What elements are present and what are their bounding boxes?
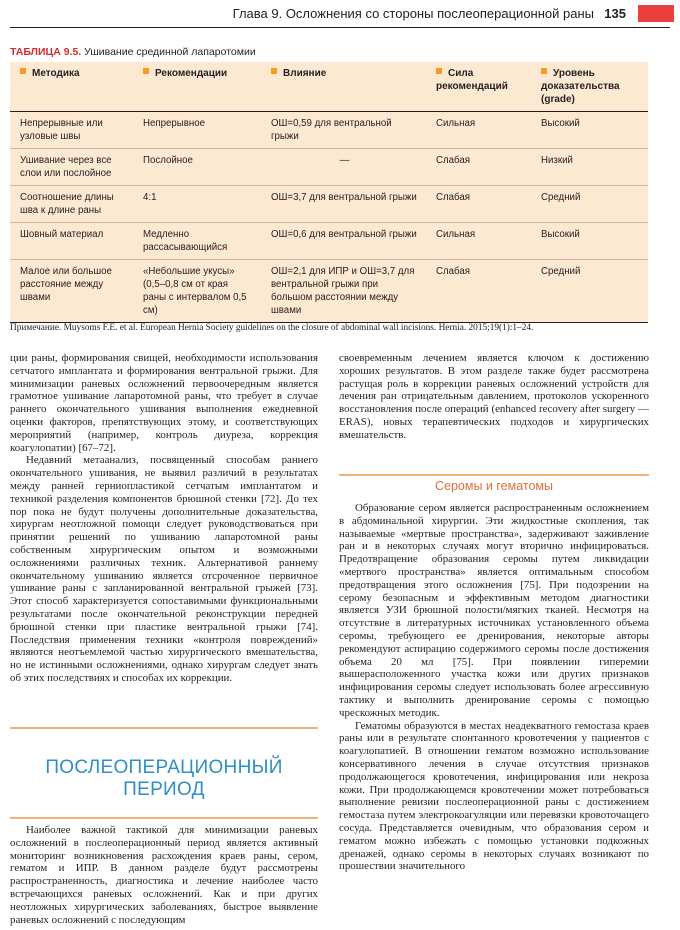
right-column-bottom [339,502,649,873]
table-cell: ОШ=3,7 для вентральной грыжи [261,186,426,223]
table-cell: ОШ=0,6 для вентральной грыжи [261,223,426,260]
table-row [10,223,648,260]
table-cell: ОШ=2,1 для ИПР и ОШ=3,7 для вентральной грыжи при большом расстоянии между швами [261,260,426,323]
table-caption: Ушивание срединной лапаротомии [84,46,256,58]
table-header-cell: Рекомендации [133,62,261,112]
table-cell: Сильная [426,112,531,149]
body-paragraph: Недавний метаанализ, посвященный способам раннего окончательного ушивания, не выявил различий в результатах между ранней герниопластикой сетчатым имплантатом и техникой разделения компонентов брюшной стенки [72]. До тех пор пока не будут получены дополнительные доказательства, хирургам неотложной помощи следует руководствоваться при принятии решений по ушиванию лапаротомной раны собственным хирургическим опытом и возможными осложнениями различных техник. Альтернативой раннему окончательному ушиванию является отсроченное первичное ушивание раны с запланированной вентральной грыжей [73]. Этот способ характеризуется сопоставимыми функциональными результатами после окончательной реконструкции передней брюшной стенки при пластике вентральной грыжи [74]. Последствия применения техники «контроля повреждений» являются неотъемлемой частью хирургического вмешательства, но не истинными осложнениями, однако хирургам следует знать об этих последствиях и способах их коррекции. [10,454,318,684]
table-cell: Слабая [426,186,531,223]
table-cell: Соотношение длины шва к длине раны [10,186,133,223]
subsection-heading: Серомы и гематомы [434,479,553,493]
table-number: ТАБЛИЦА 9.5. [10,46,82,58]
table-row [10,112,648,149]
table-header-row [10,62,648,112]
table-note: Примечание. Muysoms F.E. et al. European Hernia Society guidelines on the closure of abdominal wall incisions. Hernia. 2015;19(1):1–24. [10,323,534,333]
table-row [10,149,648,186]
table-cell: Слабая [426,260,531,323]
table-cell: Средний [531,260,648,323]
section-heading-box [10,727,318,819]
table-cell: Непрерывные или узловые швы [10,112,133,149]
table-header-cell: Влияние [261,62,426,112]
table-cell: Медленно рассасывающийся [133,223,261,260]
table-row [10,186,648,223]
chapter-title: Глава 9. Осложнения со стороны послеоперационной раны [232,6,594,21]
body-paragraph: своевременным лечением является ключом к достижению хороших результатов. В этом разделе также будет рассмотрена растущая роль в коррекции раневых осложнений устройств для лечения ран отрицательным давлением, протоколов ускоренного восстановления после операций (enhanced recovery after surgery — ERAS), новых терапевтических подходов и хирургических вмешательств. [339,352,649,441]
table-header-cell: Сила рекомендаций [426,62,531,112]
table-header-cell: Уровень доказательства (grade) [531,62,648,112]
table-cell: «Небольшие укусы» (0,5–0,8 см от края раны с интервалом 0,5 см) [133,260,261,323]
body-paragraph: ции раны, формирования свищей, необходимости использования сетчатого имплантата и формирования вентральной грыжи. Для минимизации раневых осложнений первоочередным является грамотное ушивание лапаротомной раны, что требует в случае раннего окончательного ушивания выполнения ежедневной оценки факторов, препятствующих этому, и соответствующих мероприятий (например, контроль диуреза, коррекция коагулопатии) [67–72]. [10,352,318,454]
table-cell: Высокий [531,223,648,260]
table-title [10,44,262,60]
page-number: 135 [604,6,626,21]
suture-table [10,62,648,323]
table-cell: Непрерывное [133,112,261,149]
table-cell: 4:1 [133,186,261,223]
table-cell: — [261,149,426,186]
table-cell: Ушивание через все слои или послойное [10,149,133,186]
table-cell: Сильная [426,223,531,260]
body-paragraph: Наиболее важной тактикой для минимизации раневых осложнений в послеоперационный период является активный мониторинг возникновения расхождения краев раны, сером, гематом и ИПР. В данном разделе будут рассмотрены распространенность, диагностика и лечение наиболее часто встречающихся раневых осложнений. Как и при других неотложных хирургических заболеваниях, быстрое выявление раневых осложнений с последующим [10,824,318,926]
table-cell: Слабая [426,149,531,186]
body-paragraph: Гематомы образуются в местах неадекватного гемостаза краев раны или в результате спонтанного кровотечения у пациентов с коагулопатией. В отношении гематом возможно использование консервативного лечения в случае отсутствия признаков продолжающегося кровотечения, инфицирования или некроза кожи. При продолжающемся кровотечении может потребоваться выполнение ревизии послеоперационной раны с достижением гемостаза путем электрокоагуляции или перевязки кровоточащего сосуда. Представляется очевидным, что образования сером и гематом можно избежать с помощью установки подкожных дренажей, однако серомы в некоторых случаях возникают по прошествии значительного [339,719,649,873]
chapter-tab-marker [638,5,674,22]
left-column [10,352,318,685]
table-cell: Шовный материал [10,223,133,260]
table-cell: ОШ=0,59 для вентральной грыжи [261,112,426,149]
body-paragraph: Образование сером является распространенным осложнением в абдоминальной хирургии. Эти жидкостные скопления, так называемые «мертвые пространства», задерживают заживление ран и в некоторых случаях могут вторично инфицироваться. Предотвращение образования серомы путем ликвидации «мертвого пространства» является оптимальным способом предотвращения этого осложнения [75]. При подозрении на серому безопасным и эффективным методом диагностики является УЗИ брюшной полости/мягких тканей. Несмотря на отсутствие в литературных источниках установленного объема серомы, требующего ее дренирования, некоторые авторы рекомендуют аспирацию содержимого серомы после достижения объема 20 мл [75]. При появлении гиперемии вышерасположенного участка кожи или других признаков инфицирования серомы следует использовать более агрессивную тактику и выполнить дренирование серомы с помощью чрескожных методик. [339,502,649,719]
table-cell: Средний [531,186,648,223]
table-cell: Послойное [133,149,261,186]
section-heading: ПОСЛЕОПЕРАЦИОННЫЙ ПЕРИОД [45,757,283,800]
table-cell: Малое или большое расстояние между швами [10,260,133,323]
table-cell: Низкий [531,149,648,186]
subsection-heading-box [339,474,649,498]
right-column [339,352,649,442]
table-row [10,260,648,323]
header-rule [10,27,670,28]
running-header [0,0,680,28]
left-column-bottom [10,824,318,926]
table-header-cell: Методика [10,62,133,112]
table-cell: Высокий [531,112,648,149]
